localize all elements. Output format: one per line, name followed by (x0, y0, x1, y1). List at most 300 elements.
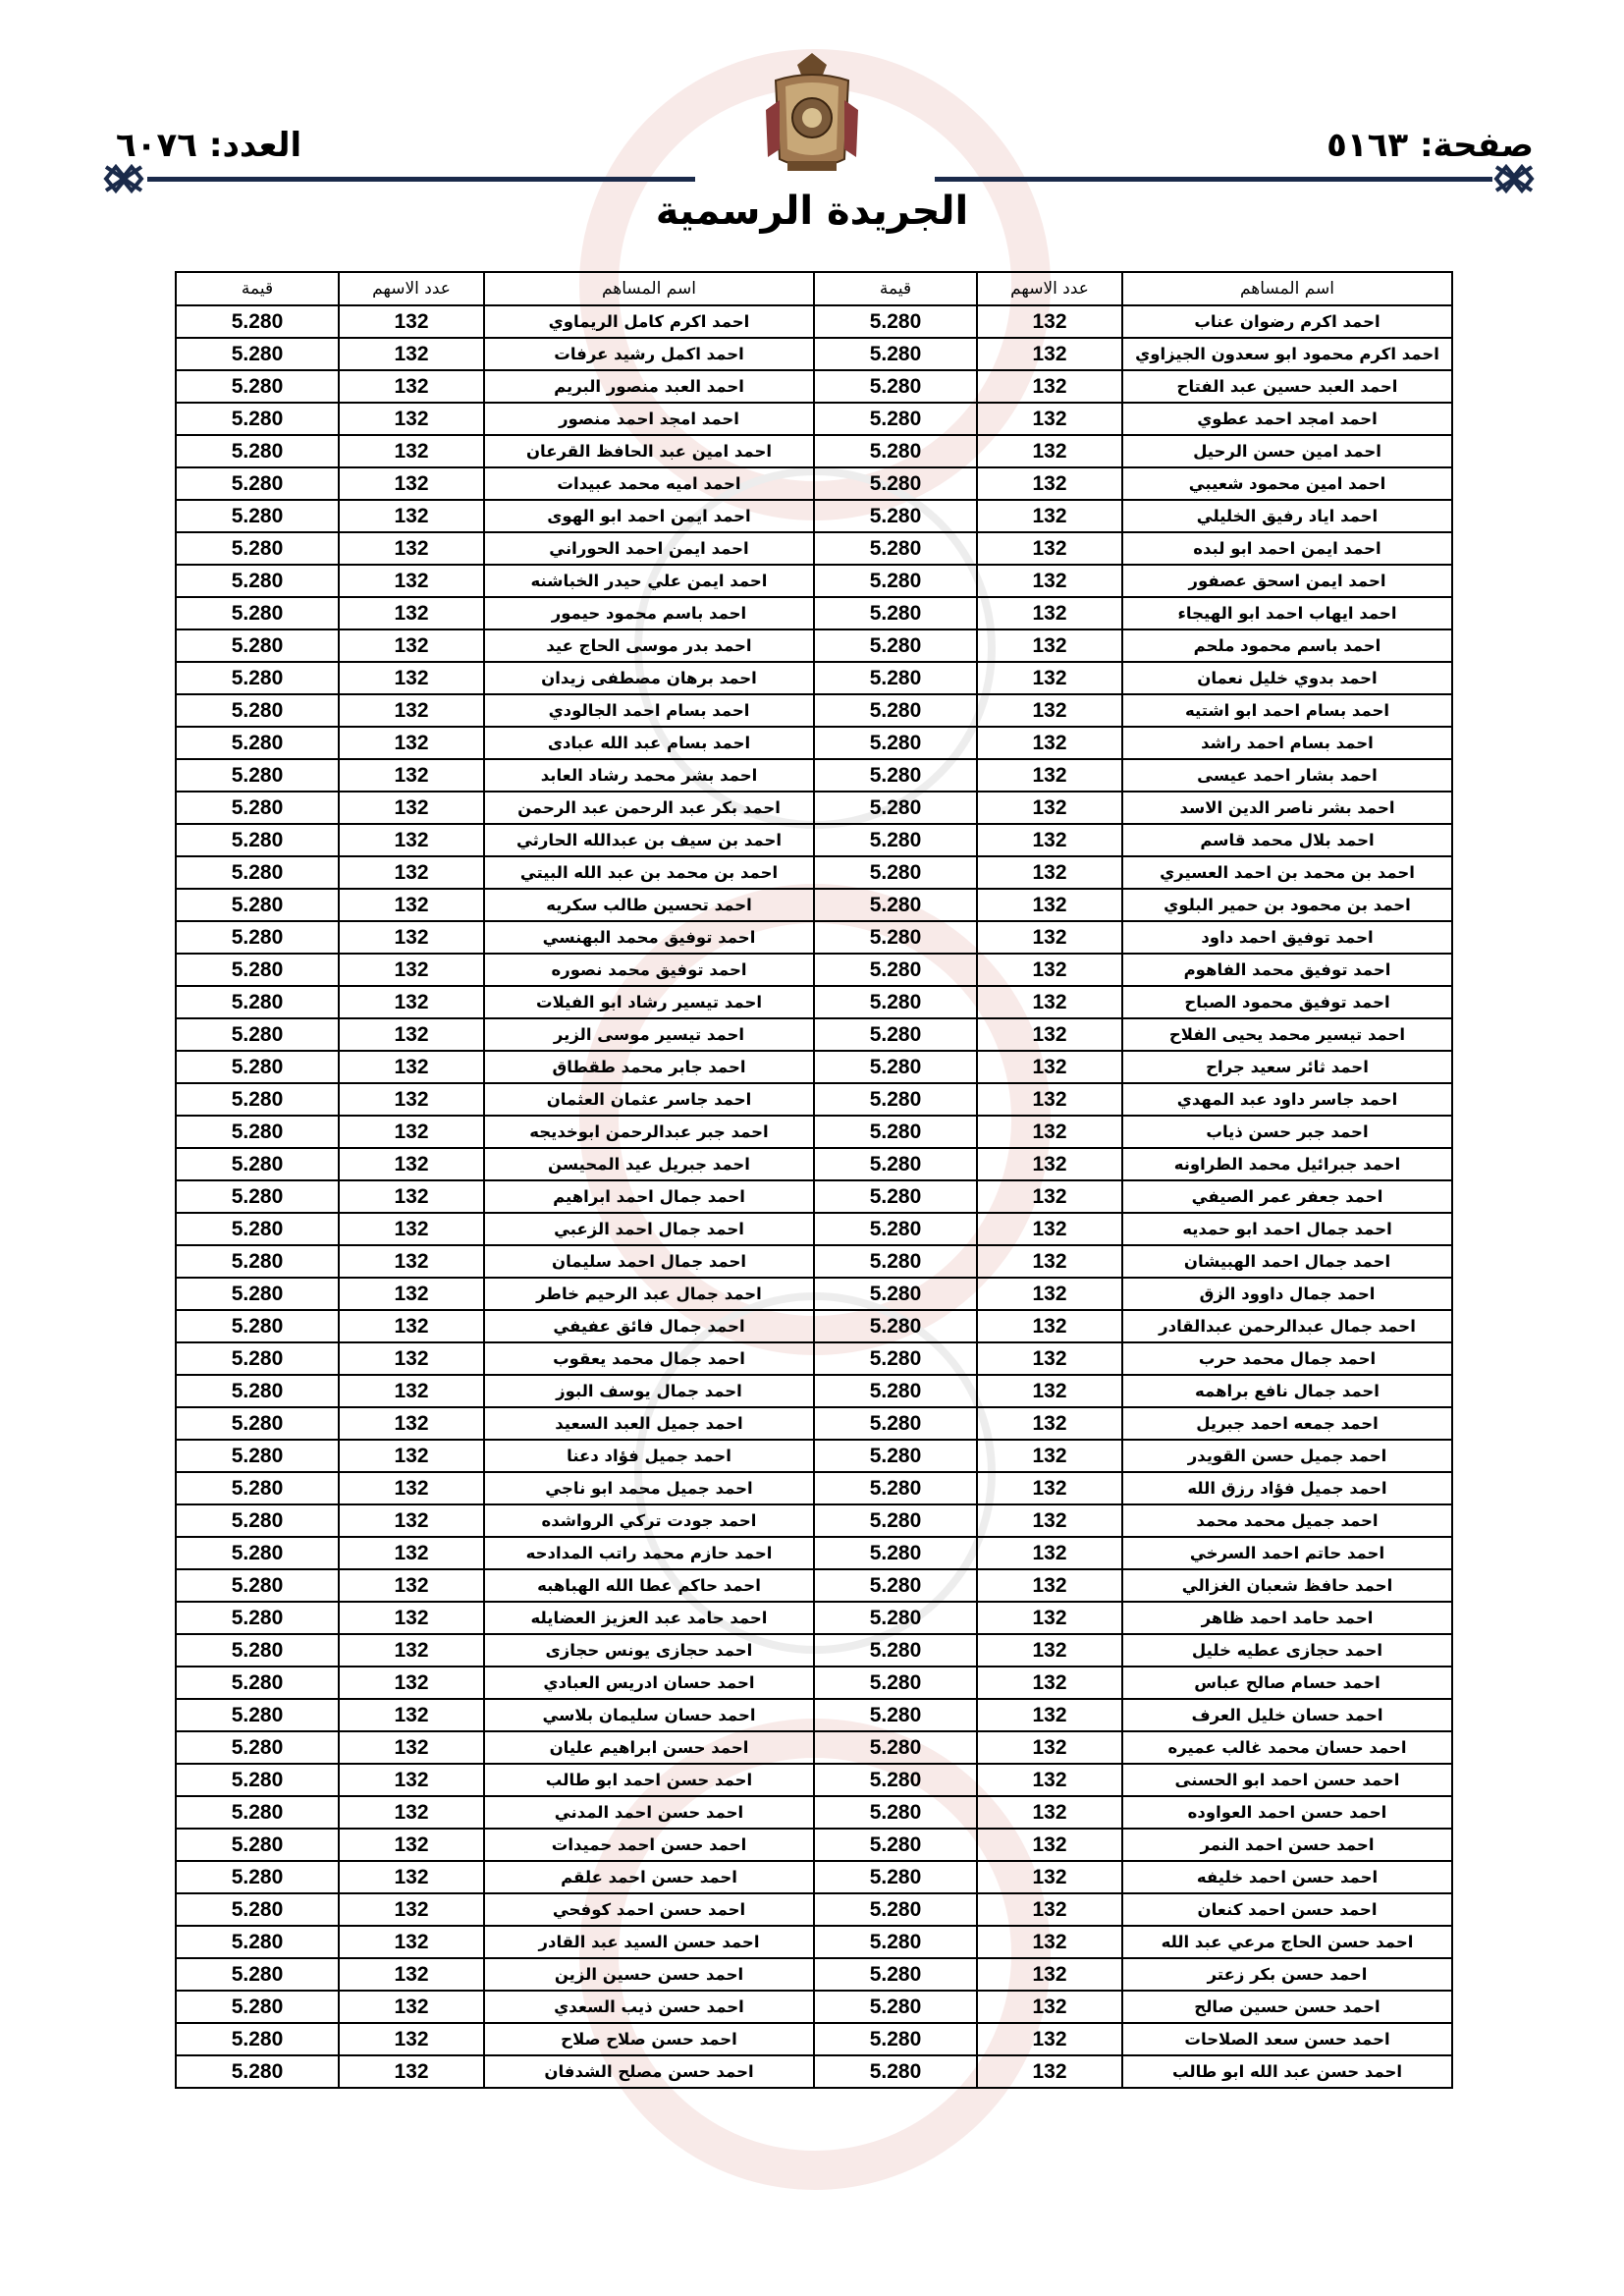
share-value: 5.280 (814, 1148, 977, 1180)
shareholder-name: احمد امين عبد الحافظ القرعان (484, 435, 814, 467)
table-row (176, 1310, 1452, 1342)
table-row (176, 954, 1452, 986)
share-value: 5.280 (814, 1764, 977, 1796)
share-value: 5.280 (176, 1537, 339, 1569)
table-row (176, 1829, 1452, 1861)
shareholder-name: احمد جميل فؤاد رزق الله (1122, 1472, 1452, 1504)
shareholder-name: احمد جبر عبدالرحمن ابوخديجه (484, 1116, 814, 1148)
shareholder-name: احمد اكرم رضوان عناب (1122, 305, 1452, 338)
share-value: 5.280 (176, 856, 339, 889)
table-row (176, 338, 1452, 370)
share-value: 5.280 (814, 370, 977, 403)
share-value: 5.280 (814, 435, 977, 467)
table-row (176, 1116, 1452, 1148)
share-value: 5.280 (176, 435, 339, 467)
share-count: 132 (977, 1116, 1122, 1148)
share-value: 5.280 (176, 1472, 339, 1504)
shareholder-name: احمد بن محمد بن احمد العسيري (1122, 856, 1452, 889)
share-count: 132 (339, 467, 484, 500)
share-count: 132 (339, 1310, 484, 1342)
shareholder-name: احمد حسن حسين الزين (484, 1958, 814, 1991)
table-row (176, 1440, 1452, 1472)
shareholder-name: احمد بسام احمد الجالودي (484, 694, 814, 727)
share-count: 132 (977, 1764, 1122, 1796)
shareholder-name: احمد جميل محمد محمد (1122, 1504, 1452, 1537)
share-value: 5.280 (176, 1926, 339, 1958)
shareholder-name: احمد جاسر داود عبد المهدي (1122, 1083, 1452, 1116)
share-count: 132 (977, 759, 1122, 792)
share-value: 5.280 (814, 1731, 977, 1764)
table-row (176, 597, 1452, 629)
shareholder-name: احمد اكمل رشيد عرفات (484, 338, 814, 370)
share-value: 5.280 (176, 1278, 339, 1310)
table-row (176, 662, 1452, 694)
share-count: 132 (339, 1245, 484, 1278)
share-count: 132 (977, 662, 1122, 694)
table-row (176, 1699, 1452, 1731)
share-value: 5.280 (814, 824, 977, 856)
table-row (176, 403, 1452, 435)
shareholder-name: احمد امين حسن الرحيل (1122, 435, 1452, 467)
share-count: 132 (339, 1569, 484, 1602)
share-count: 132 (339, 824, 484, 856)
share-value: 5.280 (176, 954, 339, 986)
share-value: 5.280 (176, 370, 339, 403)
shareholder-name: احمد جودت تركي الرواشده (484, 1504, 814, 1537)
shareholder-name: احمد حامد عبد العزيز العضايله (484, 1602, 814, 1634)
share-value: 5.280 (814, 1083, 977, 1116)
share-count: 132 (339, 954, 484, 986)
page-number: صفحة: ٥١٦٣ (1326, 126, 1534, 165)
share-value: 5.280 (814, 662, 977, 694)
share-count: 132 (339, 1440, 484, 1472)
share-value: 5.280 (176, 565, 339, 597)
share-value: 5.280 (176, 1504, 339, 1537)
table-row (176, 370, 1452, 403)
shareholder-name: احمد امجد احمد منصور (484, 403, 814, 435)
shareholder-name: احمد ايمن احمد الحوراني (484, 532, 814, 565)
share-value: 5.280 (814, 1861, 977, 1893)
table-row (176, 1991, 1452, 2023)
shareholder-name: احمد حسن سعد الصلاحات (1122, 2023, 1452, 2055)
share-count: 132 (339, 2055, 484, 2088)
table-row (176, 1958, 1452, 1991)
table-row (176, 435, 1452, 467)
share-count: 132 (339, 1926, 484, 1958)
share-value: 5.280 (814, 403, 977, 435)
table-row (176, 305, 1452, 338)
shareholder-name: احمد جميل محمد ابو ناجي (484, 1472, 814, 1504)
share-value: 5.280 (176, 2055, 339, 2088)
shareholder-name: احمد امين محمود شعيبي (1122, 467, 1452, 500)
table-row (176, 1537, 1452, 1569)
share-count: 132 (977, 532, 1122, 565)
share-value: 5.280 (176, 1991, 339, 2023)
share-value: 5.280 (814, 954, 977, 986)
share-value: 5.280 (176, 629, 339, 662)
share-value: 5.280 (176, 986, 339, 1018)
shareholder-name: احمد اياد رفيق الخليلي (1122, 500, 1452, 532)
share-value: 5.280 (176, 1116, 339, 1148)
share-value: 5.280 (814, 1893, 977, 1926)
shareholder-name: احمد اكرم محمود ابو سعدون الجيزاوي (1122, 338, 1452, 370)
share-value: 5.280 (814, 1958, 977, 1991)
share-value: 5.280 (176, 694, 339, 727)
shareholder-name: احمد ثائر سعيد جراح (1122, 1051, 1452, 1083)
column-header-name: اسم المساهم (484, 272, 814, 305)
shareholder-name: احمد ايمن علي حيدر الخباشنه (484, 565, 814, 597)
share-count: 132 (339, 1991, 484, 2023)
share-count: 132 (339, 1958, 484, 1991)
table-row (176, 629, 1452, 662)
shareholder-name: احمد حسن احمد العواوده (1122, 1796, 1452, 1829)
share-value: 5.280 (814, 1342, 977, 1375)
share-count: 132 (339, 1148, 484, 1180)
share-count: 132 (977, 1926, 1122, 1958)
shareholder-name: احمد حسن ابراهيم عليان (484, 1731, 814, 1764)
share-value: 5.280 (814, 1180, 977, 1213)
share-value: 5.280 (814, 1667, 977, 1699)
share-count: 132 (977, 1051, 1122, 1083)
share-value: 5.280 (176, 403, 339, 435)
shareholder-name: احمد حسن صلاح صلاح (484, 2023, 814, 2055)
share-value: 5.280 (814, 1537, 977, 1569)
share-value: 5.280 (814, 532, 977, 565)
share-value: 5.280 (814, 1602, 977, 1634)
share-count: 132 (977, 1310, 1122, 1342)
share-count: 132 (339, 1018, 484, 1051)
shareholder-name: احمد حسن الحاج مرعي عبد الله (1122, 1926, 1452, 1958)
table-row (176, 1051, 1452, 1083)
share-value: 5.280 (814, 1407, 977, 1440)
share-count: 132 (977, 1375, 1122, 1407)
shareholder-name: احمد جميل فؤاد دعنا (484, 1440, 814, 1472)
share-value: 5.280 (176, 500, 339, 532)
share-value: 5.280 (176, 467, 339, 500)
share-value: 5.280 (814, 1796, 977, 1829)
gazette-title: الجريدة الرسمية (655, 189, 969, 234)
shareholder-name: احمد حسن السيد عبد القادر (484, 1926, 814, 1958)
share-count: 132 (977, 338, 1122, 370)
share-value: 5.280 (814, 792, 977, 824)
shareholder-name: احمد جمال يوسف البوز (484, 1375, 814, 1407)
shareholder-name: احمد حافظ شعبان الغزالي (1122, 1569, 1452, 1602)
shareholder-name: احمد بكر عبد الرحمن عبد الرحمن (484, 792, 814, 824)
shareholder-name: احمد جميل العبد السعيد (484, 1407, 814, 1440)
share-count: 132 (339, 1861, 484, 1893)
share-count: 132 (339, 662, 484, 694)
shareholder-name: احمد حسن بكر زعتر (1122, 1958, 1452, 1991)
shareholder-name: احمد بشر ناصر الدين الاسد (1122, 792, 1452, 824)
table-body (176, 305, 1452, 2088)
share-value: 5.280 (814, 694, 977, 727)
share-count: 132 (339, 1504, 484, 1537)
shareholder-name: احمد جبريل عيد المحيسن (484, 1148, 814, 1180)
share-value: 5.280 (814, 1245, 977, 1278)
share-count: 132 (977, 1893, 1122, 1926)
shareholder-name: احمد حسام صالح عباس (1122, 1667, 1452, 1699)
share-count: 132 (977, 1083, 1122, 1116)
shareholder-name: احمد توفيق محمد نصوره (484, 954, 814, 986)
share-count: 132 (339, 1667, 484, 1699)
shareholder-name: احمد توفيق محمد البهنسي (484, 921, 814, 954)
shareholder-name: احمد حسن احمد ابو طالب (484, 1764, 814, 1796)
shareholder-name: احمد تحسين طالب سكريه (484, 889, 814, 921)
shareholder-name: احمد حجازى يونس حجازى (484, 1634, 814, 1667)
share-count: 132 (977, 1861, 1122, 1893)
share-count: 132 (339, 694, 484, 727)
share-count: 132 (339, 1699, 484, 1731)
table-row (176, 1796, 1452, 1829)
share-count: 132 (339, 370, 484, 403)
shareholder-name: احمد حسن احمد ابو الحسنى (1122, 1764, 1452, 1796)
shareholder-name: احمد ايهاب احمد ابو الهيجاء (1122, 597, 1452, 629)
share-value: 5.280 (814, 338, 977, 370)
share-count: 132 (977, 1407, 1122, 1440)
table-row (176, 1634, 1452, 1667)
shareholder-name: احمد حسن احمد كنعان (1122, 1893, 1452, 1926)
table-row (176, 986, 1452, 1018)
share-count: 132 (977, 1699, 1122, 1731)
table-row (176, 1018, 1452, 1051)
table-row (176, 1407, 1452, 1440)
table-row (176, 921, 1452, 954)
share-count: 132 (339, 1116, 484, 1148)
share-count: 132 (977, 986, 1122, 1018)
share-value: 5.280 (814, 305, 977, 338)
share-value: 5.280 (814, 889, 977, 921)
share-count: 132 (339, 2023, 484, 2055)
shareholder-name: احمد جعفر عمر الصيفي (1122, 1180, 1452, 1213)
share-count: 132 (977, 565, 1122, 597)
table-row (176, 1861, 1452, 1893)
share-count: 132 (977, 1731, 1122, 1764)
share-count: 132 (339, 403, 484, 435)
share-count: 132 (339, 1051, 484, 1083)
share-count: 132 (339, 1893, 484, 1926)
share-count: 132 (339, 1375, 484, 1407)
share-count: 132 (977, 370, 1122, 403)
table-row (176, 759, 1452, 792)
share-count: 132 (339, 727, 484, 759)
shareholder-name: احمد العبد منصور البريم (484, 370, 814, 403)
shareholder-name: احمد حسن ذيب السعدي (484, 1991, 814, 2023)
share-value: 5.280 (176, 824, 339, 856)
share-count: 132 (339, 1731, 484, 1764)
share-value: 5.280 (176, 792, 339, 824)
issue-number: العدد: ٦٠٧٦ (116, 126, 302, 165)
share-count: 132 (977, 921, 1122, 954)
share-value: 5.280 (176, 1796, 339, 1829)
share-value: 5.280 (814, 1634, 977, 1667)
shareholder-name: احمد امجد احمد عطوي (1122, 403, 1452, 435)
table-row (176, 792, 1452, 824)
share-value: 5.280 (176, 1861, 339, 1893)
share-value: 5.280 (176, 759, 339, 792)
header-rule-right (935, 177, 1492, 182)
shareholder-name: احمد حسن احمد كوفحي (484, 1893, 814, 1926)
table-row (176, 1180, 1452, 1213)
share-count: 132 (977, 629, 1122, 662)
shareholder-name: احمد حسن حسين صالح (1122, 1991, 1452, 2023)
share-count: 132 (977, 2023, 1122, 2055)
column-header-value: قيمة (814, 272, 977, 305)
shareholder-name: احمد جمعه احمد جبريل (1122, 1407, 1452, 1440)
share-value: 5.280 (814, 565, 977, 597)
share-value: 5.280 (814, 1829, 977, 1861)
share-count: 132 (977, 1213, 1122, 1245)
share-count: 132 (339, 305, 484, 338)
table-row (176, 856, 1452, 889)
shareholder-name: احمد حجازى عطيه خليل (1122, 1634, 1452, 1667)
share-count: 132 (339, 500, 484, 532)
share-count: 132 (339, 1796, 484, 1829)
share-count: 132 (339, 1342, 484, 1375)
shareholder-name: احمد اكرم كامل الريماوي (484, 305, 814, 338)
share-value: 5.280 (814, 1440, 977, 1472)
table-row (176, 1893, 1452, 1926)
share-value: 5.280 (814, 1926, 977, 1958)
share-value: 5.280 (176, 1245, 339, 1278)
table-row (176, 2023, 1452, 2055)
share-count: 132 (977, 889, 1122, 921)
shareholder-name: احمد جاسر عثمان العثمان (484, 1083, 814, 1116)
share-count: 132 (339, 1829, 484, 1861)
share-count: 132 (977, 1991, 1122, 2023)
share-count: 132 (977, 467, 1122, 500)
share-value: 5.280 (176, 1699, 339, 1731)
shareholder-name: احمد بشر محمد رشاد العابد (484, 759, 814, 792)
share-count: 132 (977, 1634, 1122, 1667)
share-count: 132 (339, 1764, 484, 1796)
share-value: 5.280 (176, 532, 339, 565)
shareholder-name: احمد باسم محمود ملحم (1122, 629, 1452, 662)
shareholder-name: احمد جمال عبدالرحمن عبدالقادر (1122, 1310, 1452, 1342)
share-count: 132 (339, 597, 484, 629)
shareholder-name: احمد بن محمد بن عبد الله البيتي (484, 856, 814, 889)
share-value: 5.280 (176, 1083, 339, 1116)
share-value: 5.280 (176, 597, 339, 629)
share-value: 5.280 (176, 1440, 339, 1472)
share-value: 5.280 (176, 1893, 339, 1926)
share-count: 132 (977, 792, 1122, 824)
share-count: 132 (339, 1407, 484, 1440)
share-value: 5.280 (176, 1148, 339, 1180)
share-count: 132 (977, 1602, 1122, 1634)
table-row (176, 1245, 1452, 1278)
shareholder-name: احمد حسن احمد النمر (1122, 1829, 1452, 1861)
shareholder-name: احمد جمال محمد حرب (1122, 1342, 1452, 1375)
shareholder-name: احمد جبر حسن ذياب (1122, 1116, 1452, 1148)
table-row (176, 2055, 1452, 2088)
shareholder-name: احمد بسام احمد راشد (1122, 727, 1452, 759)
table-row (176, 694, 1452, 727)
shareholder-name: احمد بلال محمد قاسم (1122, 824, 1452, 856)
share-count: 132 (339, 338, 484, 370)
share-value: 5.280 (814, 1375, 977, 1407)
shareholder-name: احمد حسن مصلح الشدفان (484, 2055, 814, 2088)
shareholder-name: احمد بن سيف بن عبدالله الحارثي (484, 824, 814, 856)
share-value: 5.280 (176, 921, 339, 954)
share-count: 132 (977, 2055, 1122, 2088)
share-value: 5.280 (814, 856, 977, 889)
shareholder-name: احمد برهان مصطفى زيدان (484, 662, 814, 694)
share-value: 5.280 (814, 1569, 977, 1602)
shareholder-name: احمد حسن احمد حميدات (484, 1829, 814, 1861)
shareholder-name: احمد اميه محمد عبيدات (484, 467, 814, 500)
table-row (176, 1926, 1452, 1958)
shareholder-name: احمد توفيق محمد الفاهوم (1122, 954, 1452, 986)
share-value: 5.280 (176, 889, 339, 921)
share-count: 132 (339, 986, 484, 1018)
table-row (176, 1148, 1452, 1180)
share-value: 5.280 (814, 727, 977, 759)
share-value: 5.280 (814, 597, 977, 629)
coat-of-arms-icon (758, 51, 866, 179)
share-value: 5.280 (176, 1342, 339, 1375)
shareholder-name: احمد حسان سليمان بلاسي (484, 1699, 814, 1731)
share-count: 132 (977, 403, 1122, 435)
share-count: 132 (977, 1278, 1122, 1310)
share-count: 132 (339, 629, 484, 662)
share-value: 5.280 (176, 662, 339, 694)
table-row (176, 1472, 1452, 1504)
share-count: 132 (977, 500, 1122, 532)
table-row (176, 1342, 1452, 1375)
shareholder-name: احمد جميل حسن القويدر (1122, 1440, 1452, 1472)
shareholder-name: احمد جمال عبد الرحيم خاطر (484, 1278, 814, 1310)
share-value: 5.280 (814, 1278, 977, 1310)
share-count: 132 (977, 1667, 1122, 1699)
share-count: 132 (977, 727, 1122, 759)
table-row (176, 467, 1452, 500)
share-count: 132 (977, 1796, 1122, 1829)
shareholder-name: احمد حسن احمد علقم (484, 1861, 814, 1893)
share-count: 132 (339, 1083, 484, 1116)
shareholder-name: احمد حسان ادريس العبادي (484, 1667, 814, 1699)
share-count: 132 (977, 856, 1122, 889)
share-count: 132 (339, 435, 484, 467)
share-value: 5.280 (814, 629, 977, 662)
shareholders-table (175, 271, 1453, 2089)
share-value: 5.280 (814, 1504, 977, 1537)
shareholder-name: احمد جمال احمد ابو حمديه (1122, 1213, 1452, 1245)
share-count: 132 (339, 1213, 484, 1245)
table-row (176, 500, 1452, 532)
share-count: 132 (977, 1504, 1122, 1537)
share-value: 5.280 (814, 1310, 977, 1342)
share-value: 5.280 (176, 1180, 339, 1213)
shareholder-name: احمد جمال نافع براهمه (1122, 1375, 1452, 1407)
share-value: 5.280 (176, 1051, 339, 1083)
shareholder-name: احمد بن محمود بن حمير البلوي (1122, 889, 1452, 921)
share-value: 5.280 (814, 500, 977, 532)
shareholder-name: احمد جمال احمد سليمان (484, 1245, 814, 1278)
share-value: 5.280 (814, 986, 977, 1018)
shareholder-name: احمد حازم محمد راتب المدادحه (484, 1537, 814, 1569)
share-value: 5.280 (814, 467, 977, 500)
column-header-shares: عدد الاسهم (977, 272, 1122, 305)
share-count: 132 (977, 1472, 1122, 1504)
table-row (176, 1569, 1452, 1602)
table-row (176, 1764, 1452, 1796)
share-value: 5.280 (814, 2023, 977, 2055)
share-count: 132 (339, 1180, 484, 1213)
share-count: 132 (977, 1018, 1122, 1051)
share-count: 132 (977, 824, 1122, 856)
table-row (176, 1083, 1452, 1116)
shareholder-name: احمد ايمن اسحق عصفور (1122, 565, 1452, 597)
